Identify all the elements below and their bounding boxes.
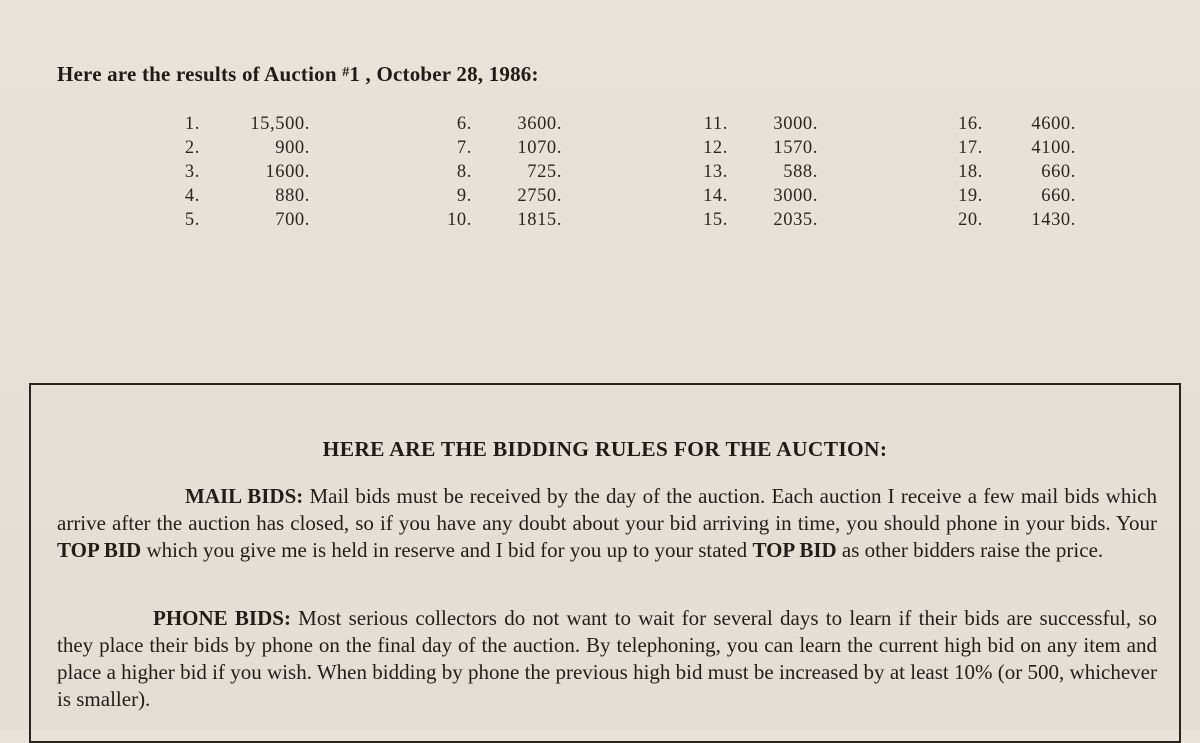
result-value: 588. xyxy=(783,162,818,182)
phone-bids-lead: PHONE BIDS: xyxy=(153,606,291,630)
result-value: 660. xyxy=(1041,162,1076,182)
result-number: 1. xyxy=(184,114,200,134)
result-value: 900. xyxy=(275,138,310,158)
results-column-4 xyxy=(946,114,1076,234)
results-column-3 xyxy=(688,114,818,234)
result-row xyxy=(688,162,818,186)
result-row xyxy=(946,162,1076,186)
result-row xyxy=(180,210,310,234)
mail-bids-text-3: as other bidders raise the price. xyxy=(836,538,1104,562)
result-row xyxy=(688,210,818,234)
result-value: 725. xyxy=(527,162,562,182)
result-value: 880. xyxy=(275,186,310,206)
result-value: 2035. xyxy=(773,210,818,230)
result-value: 1600. xyxy=(265,162,310,182)
result-row xyxy=(688,114,818,138)
results-heading xyxy=(57,62,539,87)
result-number: 7. xyxy=(456,138,472,158)
result-row xyxy=(688,138,818,162)
result-row xyxy=(432,210,562,234)
result-number: 6. xyxy=(456,114,472,134)
result-value: 15,500. xyxy=(250,114,310,134)
mail-bids-text-1: Mail bids must be received by the day of the auction. Each auction I receive a few mail bids which arrive after the auction has closed, so if you have any doubt about your bid arriving in time, you should phone in your bids. Your xyxy=(57,484,1157,535)
results-grid xyxy=(0,114,1200,244)
result-number: 12. xyxy=(703,138,728,158)
mail-bids-text-2: which you give me is held in reserve and I bid for you up to your stated xyxy=(141,538,753,562)
result-number: 15. xyxy=(703,210,728,230)
result-number: 9. xyxy=(456,186,472,206)
mail-bids-lead: MAIL BIDS: xyxy=(185,484,304,508)
phone-bids-text: Most serious collectors do not want to wait for several days to learn if their bids are successful, so they place their bids by phone on the final day of the auction. By telephoning, you can learn the current high bid on any item and place a higher bid if you wish. When bidding by phone the previous high bid must be increased by at least 10% (or 500, whichever is smaller). xyxy=(57,606,1157,711)
result-row xyxy=(180,138,310,162)
result-number: 4. xyxy=(184,186,200,206)
result-row xyxy=(946,186,1076,210)
result-value: 1815. xyxy=(517,210,562,230)
result-row xyxy=(180,114,310,138)
result-value: 2750. xyxy=(517,186,562,206)
mail-bids-paragraph xyxy=(57,483,1157,564)
result-row xyxy=(946,114,1076,138)
result-value: 700. xyxy=(275,210,310,230)
top-bid-bold-1: TOP BID xyxy=(57,538,142,562)
result-number: 11. xyxy=(703,114,728,134)
result-number: 2. xyxy=(184,138,200,158)
result-number: 5. xyxy=(184,210,200,230)
result-number: 8. xyxy=(456,162,472,182)
result-row xyxy=(180,162,310,186)
result-value: 1430. xyxy=(1031,210,1076,230)
result-value: 3000. xyxy=(773,186,818,206)
result-number: 10. xyxy=(447,210,472,230)
result-number: 19. xyxy=(958,186,983,206)
results-heading-text: Here are the results of Auction xyxy=(57,62,343,86)
result-row xyxy=(432,162,562,186)
result-number: 13. xyxy=(703,162,728,182)
result-row xyxy=(432,138,562,162)
result-value: 4100. xyxy=(1031,138,1076,158)
result-row xyxy=(432,114,562,138)
result-value: 1570. xyxy=(773,138,818,158)
result-value: 660. xyxy=(1041,186,1076,206)
result-number: 20. xyxy=(958,210,983,230)
result-number: 3. xyxy=(184,162,200,182)
result-row xyxy=(946,210,1076,234)
bidding-rules-box xyxy=(29,383,1181,743)
result-value: 1070. xyxy=(517,138,562,158)
top-bid-bold-2: TOP BID xyxy=(752,538,837,562)
phone-bids-paragraph xyxy=(57,605,1157,713)
result-row xyxy=(946,138,1076,162)
result-number: 17. xyxy=(958,138,983,158)
result-number: 16. xyxy=(958,114,983,134)
results-heading-hash: # xyxy=(342,65,350,80)
result-number: 18. xyxy=(958,162,983,182)
results-column-1 xyxy=(180,114,310,234)
result-row xyxy=(180,186,310,210)
result-value: 4600. xyxy=(1031,114,1076,134)
result-value: 3000. xyxy=(773,114,818,134)
results-heading-date: 1 , October 28, 1986: xyxy=(349,62,539,86)
results-column-2 xyxy=(432,114,562,234)
result-row xyxy=(432,186,562,210)
result-value: 3600. xyxy=(517,114,562,134)
result-row xyxy=(688,186,818,210)
result-number: 14. xyxy=(703,186,728,206)
bidding-rules-title: HERE ARE THE BIDDING RULES FOR THE AUCTION: xyxy=(322,437,888,461)
